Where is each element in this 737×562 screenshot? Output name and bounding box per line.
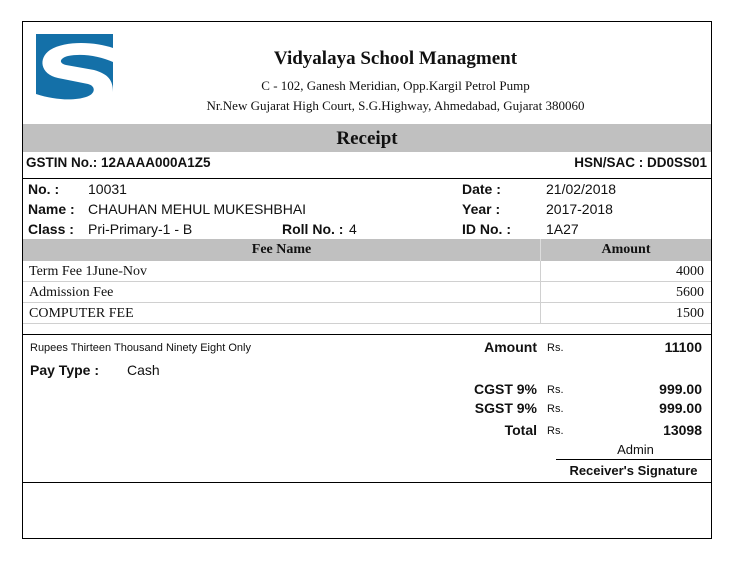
pay-type-label: Pay Type : — [30, 362, 99, 378]
address-line-2: Nr.New Gujarat High Court, S.G.Highway, Ahmedabad, Gujarat 380060 — [206, 98, 585, 113]
receipt-no-value: 10031 — [88, 181, 127, 197]
fee-table-header — [23, 239, 711, 261]
divider — [23, 334, 711, 335]
fee-name: Admission Fee — [29, 285, 114, 300]
signer-name: Admin — [617, 442, 654, 457]
id-no-value: 1A27 — [546, 221, 579, 237]
id-no-label: ID No. : — [462, 221, 511, 237]
gstin: GSTIN No.: 12AAAA000A1Z5 — [26, 155, 211, 170]
cgst-label: CGST 9% — [473, 381, 537, 397]
hsn-sac: HSN/SAC : DD0SS01 — [574, 155, 707, 170]
name-label: Name : — [28, 201, 75, 217]
currency-label: Rs. — [547, 403, 564, 415]
signature-line — [556, 459, 711, 460]
column-divider — [540, 261, 541, 281]
currency-label: Rs. — [547, 425, 564, 437]
receipt — [22, 21, 712, 539]
column-divider — [540, 282, 541, 302]
year-label: Year : — [462, 201, 501, 217]
fee-row — [23, 303, 711, 324]
sgst-value: 999.00 — [659, 400, 702, 416]
receipt-no-label: No. : — [28, 181, 60, 197]
fee-name: COMPUTER FEE — [29, 306, 134, 321]
amount-value: 11100 — [664, 339, 702, 355]
pay-type-value: Cash — [127, 362, 160, 378]
fee-amount: 4000 — [676, 264, 704, 279]
sgst-label: SGST 9% — [474, 400, 537, 416]
amount-label: Amount — [484, 339, 537, 355]
class-value: Pri-Primary-1 - B — [88, 221, 193, 237]
receipt-title: Receipt — [23, 124, 711, 152]
cgst-value: 999.00 — [659, 381, 702, 397]
divider — [23, 178, 711, 179]
fee-amount: 5600 — [676, 285, 704, 300]
currency-label: Rs. — [547, 384, 564, 396]
receiver-signature-label: Receiver's Signature — [569, 463, 698, 478]
roll-no-value: 4 — [349, 221, 357, 237]
class-label: Class : — [28, 221, 74, 237]
total-label: Total — [504, 422, 537, 438]
name-value: CHAUHAN MEHUL MUKESHBHAI — [88, 201, 307, 217]
fee-name: Term Fee 1June-Nov — [29, 264, 147, 279]
date-label: Date : — [462, 181, 501, 197]
divider — [23, 482, 711, 483]
org-name: Vidyalaya School Managment — [273, 48, 518, 69]
fee-row — [23, 261, 711, 282]
fee-row — [23, 282, 711, 303]
total-value: 13098 — [663, 422, 702, 438]
roll-no-label: Roll No. : — [282, 221, 344, 237]
column-fee-name: Fee Name — [251, 242, 312, 257]
fee-amount: 1500 — [676, 306, 704, 321]
year-value: 2017-2018 — [546, 201, 613, 217]
column-divider — [540, 303, 541, 323]
currency-label: Rs. — [547, 342, 564, 354]
address-line-1: C - 102, Ganesh Meridian, Opp.Kargil Petrol Pump — [261, 78, 530, 93]
date-value: 21/02/2018 — [546, 181, 617, 197]
amount-in-words: Rupees Thirteen Thousand Ninety Eight Only — [30, 342, 251, 354]
column-amount: Amount — [540, 239, 711, 261]
